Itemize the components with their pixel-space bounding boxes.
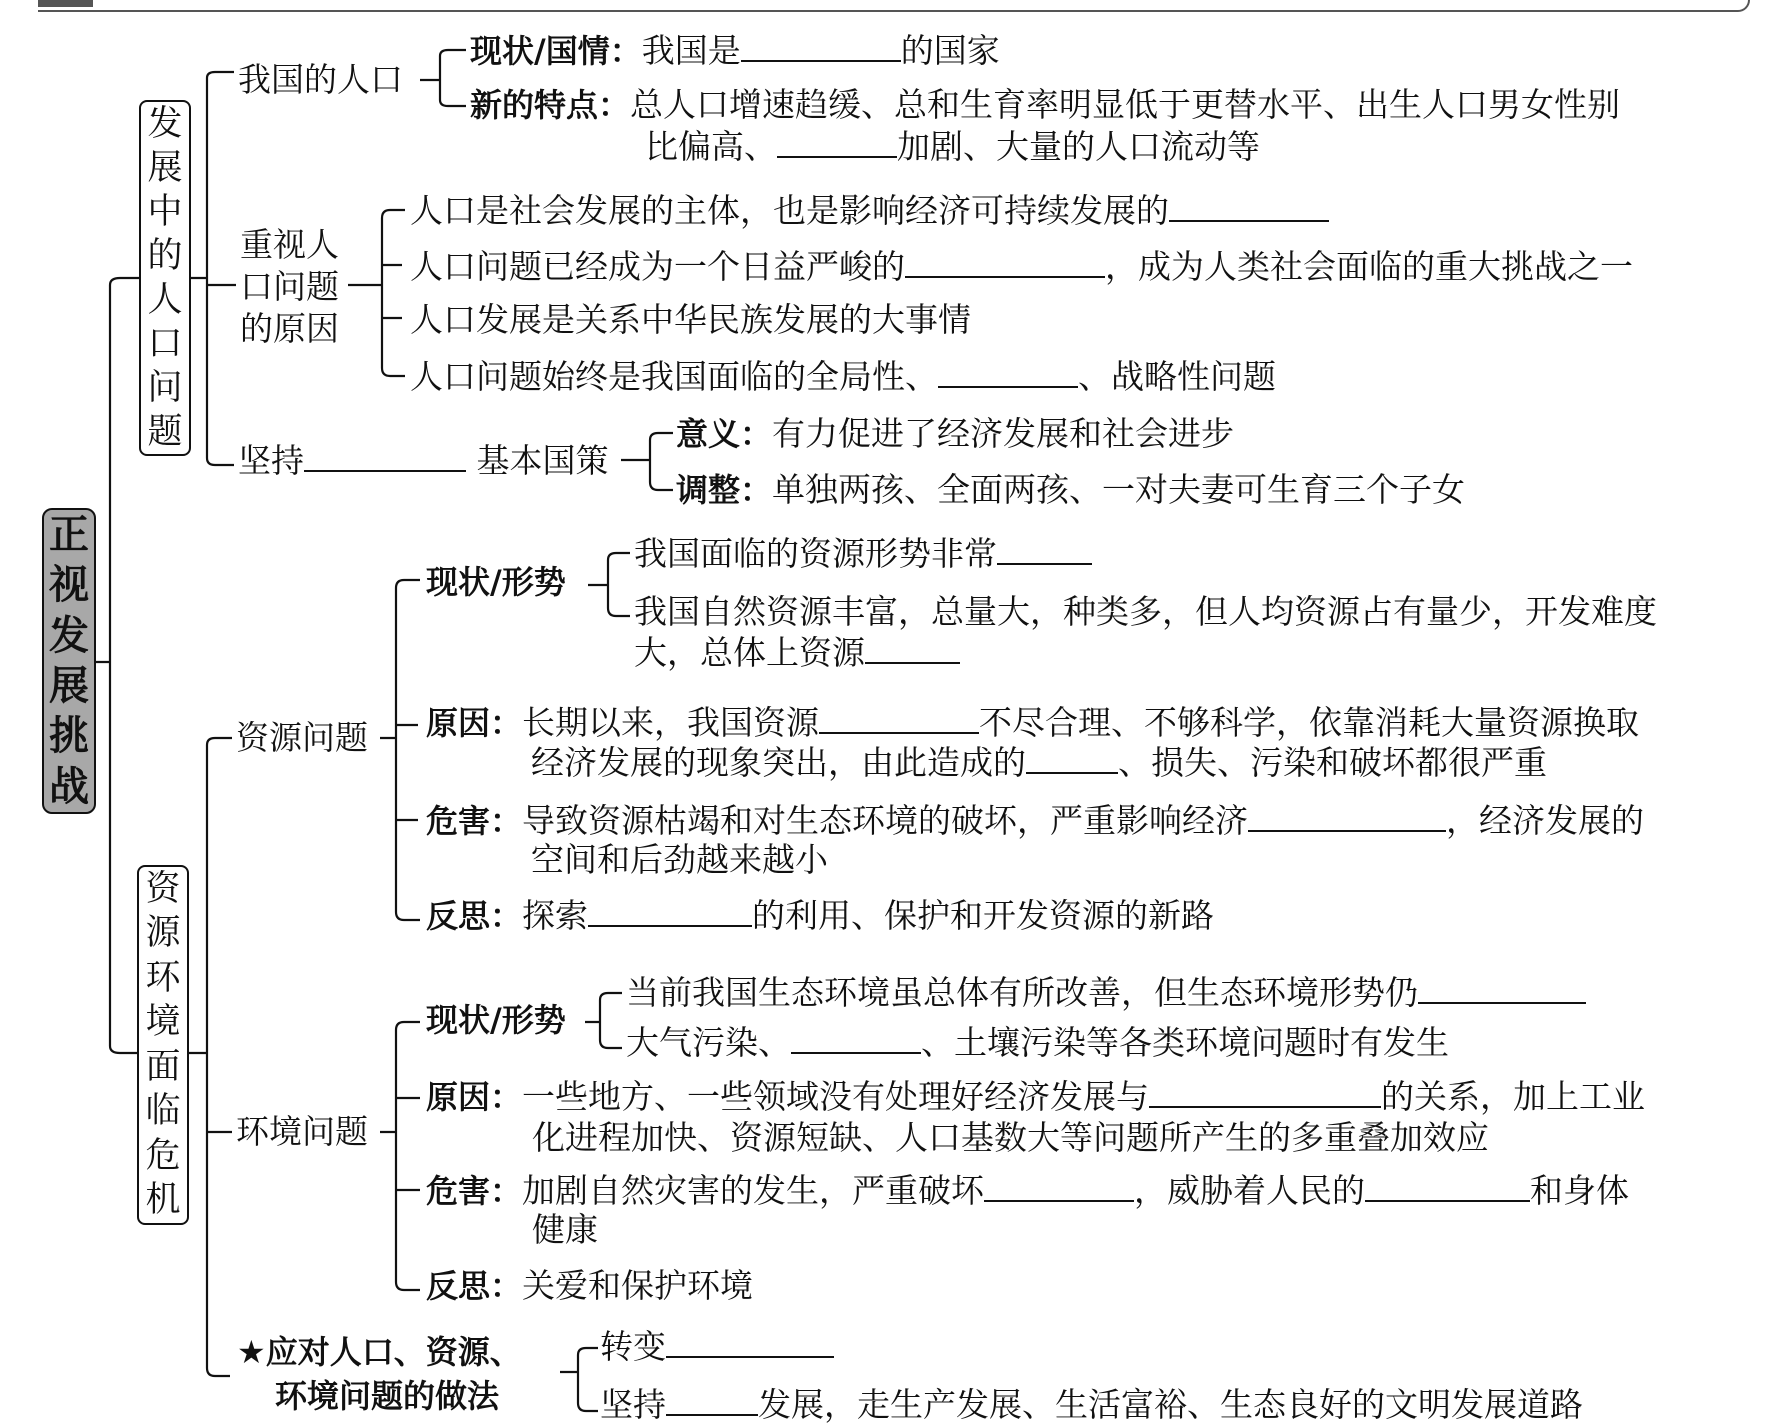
environment-harm-line1 xyxy=(426,1170,1629,1211)
cause-text: 经济发展的现象突出，由此造成的 xyxy=(531,743,1026,782)
cause-text: 的关系，加上工业 xyxy=(1381,1077,1646,1116)
blank xyxy=(666,1326,834,1358)
feature-text: 总人口增速趋缓、总和生育率明显低于更替水平、出生人口男女性别 xyxy=(630,85,1621,124)
blank xyxy=(1169,190,1329,222)
resources-cause-line2 xyxy=(531,742,1547,783)
root-char: 战 xyxy=(49,763,89,810)
reasons-label-line3: 的原因 xyxy=(240,309,339,348)
root-node xyxy=(42,508,96,814)
blank xyxy=(1248,800,1446,832)
reason-text: 人口问题始终是我国面临的全局性、 xyxy=(410,357,938,396)
meaning-text: 有力促进了经济发展和社会进步 xyxy=(772,414,1235,453)
blank xyxy=(938,356,1078,388)
our-population-label: 我国的人口 xyxy=(238,60,403,99)
environment-status-key: 现状/形势 xyxy=(426,1001,566,1039)
box-char: 环 xyxy=(145,957,181,998)
adjust-text: 单独两孩、全面两孩、一对夫妻可生育三个子女 xyxy=(772,470,1466,509)
environment-reflect xyxy=(426,1266,753,1306)
blank xyxy=(791,1022,921,1054)
feature-pre: 比偏高、 xyxy=(645,127,777,166)
blank xyxy=(304,440,466,472)
policy-adjust xyxy=(676,470,1465,510)
blank xyxy=(984,1170,1134,1202)
blank xyxy=(1418,972,1586,1004)
root-char: 挑 xyxy=(49,713,89,760)
resources-status-1 xyxy=(634,533,1092,574)
reflect-text: 关爱和保护环境 xyxy=(522,1266,754,1305)
box-char: 问 xyxy=(147,367,183,408)
cause-key: 原因： xyxy=(426,704,523,742)
policy-line xyxy=(238,440,609,481)
box-char: 危 xyxy=(145,1135,181,1176)
blank xyxy=(1365,1170,1530,1202)
blank xyxy=(865,632,960,664)
resources-status-2-line2 xyxy=(634,632,960,673)
feature-post: 加剧、大量的人口流动等 xyxy=(897,127,1260,166)
box-char: 人 xyxy=(147,279,183,320)
blank xyxy=(777,126,897,158)
reason-1 xyxy=(410,190,1329,231)
cause-key: 原因： xyxy=(426,1078,523,1116)
blank xyxy=(905,246,1105,278)
environment-cause-line2: 化进程加快、资源短缺、人口基数大等问题所产生的多重叠加效应 xyxy=(532,1118,1489,1157)
response-label-line1: ★应对人口、资源、 xyxy=(237,1333,522,1371)
box-char: 面 xyxy=(145,1046,181,1087)
blank xyxy=(1026,742,1118,774)
harm-key: 危害： xyxy=(426,802,523,840)
cause-text: 长期以来，我国资源 xyxy=(522,703,820,742)
box-char: 题 xyxy=(147,411,183,452)
reflect-key: 反思： xyxy=(426,1267,523,1305)
status-pre: 我国是 xyxy=(641,31,741,70)
policy-post: 基本国策 xyxy=(476,441,609,480)
box-char: 中 xyxy=(147,191,183,232)
cause-text: 不尽合理、不够科学，依靠消耗大量资源换取 xyxy=(979,703,1640,742)
blank xyxy=(997,533,1092,565)
population-node xyxy=(139,100,191,456)
resources-environment-node xyxy=(137,865,189,1225)
status-text: 、土壤污染等各类环境问题时有发生 xyxy=(921,1023,1449,1062)
environment-status-1 xyxy=(626,972,1586,1013)
reason-text: 、战略性问题 xyxy=(1078,357,1276,396)
harm-text: ，经济发展的 xyxy=(1446,801,1645,840)
environment-harm-line2: 健康 xyxy=(532,1210,598,1249)
blank xyxy=(819,702,979,734)
harm-text: 导致资源枯竭和对生态环境的破坏，严重影响经济 xyxy=(522,801,1249,840)
reason-3: 人口发展是关系中华民族发展的大事情 xyxy=(410,300,971,339)
environment-cause-line1 xyxy=(426,1076,1645,1117)
blank xyxy=(741,30,901,62)
root-char: 发 xyxy=(49,612,89,659)
cause-text: 、损失、污染和破坏都很严重 xyxy=(1118,743,1547,782)
response-item-1 xyxy=(600,1326,834,1367)
response-label-line2: 环境问题的做法 xyxy=(275,1377,500,1415)
status-text: 我国面临的资源形势非常 xyxy=(634,534,997,573)
environment-status-2 xyxy=(626,1022,1449,1063)
policy-meaning xyxy=(676,414,1234,454)
status-text: 大，总体上资源 xyxy=(634,633,865,672)
status-text: 大气污染、 xyxy=(626,1023,791,1062)
reason-text: 人口是社会发展的主体，也是影响经济可持续发展的 xyxy=(410,191,1169,230)
box-char: 发 xyxy=(147,103,183,144)
box-char: 资 xyxy=(145,868,181,909)
box-char: 机 xyxy=(145,1180,181,1221)
reasons-label-line2: 口问题 xyxy=(240,267,339,306)
box-char: 临 xyxy=(145,1091,181,1132)
blank xyxy=(1149,1076,1381,1108)
box-char: 境 xyxy=(145,1002,181,1043)
resources-status-key: 现状/形势 xyxy=(426,563,566,601)
root-char: 正 xyxy=(49,512,89,559)
box-char: 口 xyxy=(147,323,183,364)
reflect-text: 探索 xyxy=(522,896,589,935)
harm-text: 加剧自然灾害的发生，严重破坏 xyxy=(522,1171,985,1210)
adjust-key: 调整： xyxy=(676,471,773,509)
resources-label: 资源问题 xyxy=(236,718,368,757)
response-item-2 xyxy=(600,1384,1583,1425)
status-post: 的国家 xyxy=(900,31,1000,70)
meaning-key: 意义： xyxy=(676,415,773,453)
blank xyxy=(666,1384,758,1416)
response-text: 发展，走生产发展、生活富裕、生态良好的文明发展道路 xyxy=(758,1385,1583,1424)
harm-text: ，威胁着人民的 xyxy=(1134,1171,1366,1210)
reason-2 xyxy=(410,246,1633,287)
reason-4 xyxy=(410,356,1276,397)
resources-reflect xyxy=(426,895,1214,936)
harm-key: 危害： xyxy=(426,1172,523,1210)
status-key: 现状/国情： xyxy=(470,32,642,70)
cause-text: 一些地方、一些领域没有处理好经济发展与 xyxy=(522,1077,1150,1116)
reflect-text: 的利用、保护和开发资源的新路 xyxy=(752,896,1215,935)
resources-harm-line2: 空间和后劲越来越小 xyxy=(531,840,828,879)
reason-text: ，成为人类社会面临的重大挑战之一 xyxy=(1105,247,1633,286)
box-char: 的 xyxy=(147,235,183,276)
box-char: 展 xyxy=(147,147,183,188)
resources-harm-line1 xyxy=(426,800,1644,841)
population-feature-line1 xyxy=(470,85,1620,125)
reflect-key: 反思： xyxy=(426,897,523,935)
resources-status-2-line1: 我国自然资源丰富，总量大，种类多，但人均资源占有量少，开发难度 xyxy=(634,592,1657,631)
blank xyxy=(588,895,752,927)
root-char: 视 xyxy=(49,562,89,609)
population-status-line xyxy=(470,30,1000,71)
resources-cause-line1 xyxy=(426,702,1639,743)
status-text: 当前我国生态环境虽总体有所改善，但生态环境形势仍 xyxy=(626,973,1418,1012)
reasons-label-line1: 重视人 xyxy=(240,225,339,264)
environment-label: 环境问题 xyxy=(236,1112,368,1151)
feature-key: 新的特点： xyxy=(470,86,631,124)
harm-text: 和身体 xyxy=(1530,1171,1630,1210)
box-char: 源 xyxy=(145,913,181,954)
response-text: 坚持 xyxy=(600,1385,666,1424)
root-char: 展 xyxy=(49,663,89,710)
policy-pre: 坚持 xyxy=(238,441,304,480)
reason-text: 人口问题已经成为一个日益严峻的 xyxy=(410,247,905,286)
response-text: 转变 xyxy=(600,1327,666,1366)
population-feature-line2 xyxy=(645,126,1260,167)
